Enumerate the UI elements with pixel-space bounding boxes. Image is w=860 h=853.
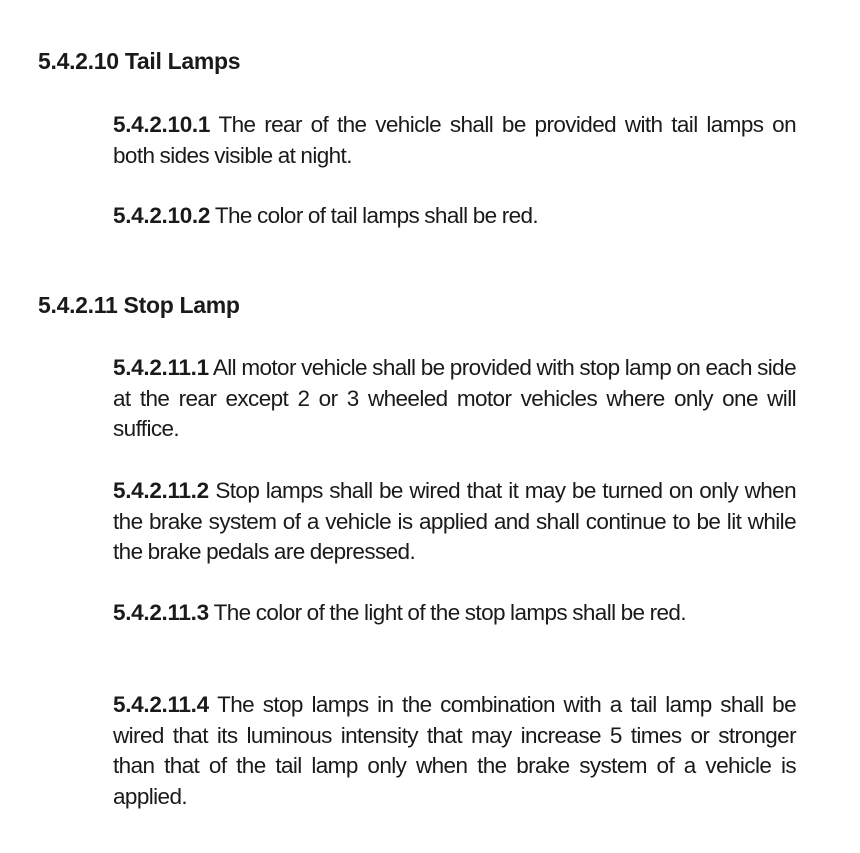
clause-text: The color of the light of the stop lamps shall be red. xyxy=(213,600,686,625)
section-heading-stop-lamp: 5.4.2.11 Stop Lamp xyxy=(38,292,240,318)
clause-number: 5.4.2.10.1 xyxy=(113,112,211,137)
clause-number: 5.4.2.11.2 xyxy=(113,478,209,503)
clause-number: 5.4.2.10.2 xyxy=(113,203,211,228)
clause-5-4-2-11-4 xyxy=(113,690,796,812)
clause-number: 5.4.2.11.1 xyxy=(113,355,209,380)
clause-text: Stop lamps shall be wired that it may be turned on only when the brake system of a vehicle is applied and shall continue to be lit while the brake pedals are depressed. xyxy=(113,478,797,564)
clause-number: 5.4.2.11.4 xyxy=(113,692,209,717)
clause-5-4-2-11-2 xyxy=(113,476,796,568)
clause-5-4-2-11-1 xyxy=(113,353,796,445)
clause-5-4-2-10-2 xyxy=(113,201,796,232)
clause-text: The stop lamps in the combination with a tail lamp shall be wired that its luminous intensity that may increase 5 times or stronger than that of the tail lamp only when the brake system of a vehicle is applied. xyxy=(113,692,797,809)
clause-5-4-2-10-1 xyxy=(113,110,796,171)
clause-text: All motor vehicle shall be provided with stop lamp on each side at the rear except 2 or 3 wheeled motor vehicles where only one will suffice. xyxy=(113,355,796,441)
clause-text: The rear of the vehicle shall be provided with tail lamps on both sides visible at night. xyxy=(113,112,797,168)
clause-text: The color of tail lamps shall be red. xyxy=(214,203,539,228)
clause-5-4-2-11-3 xyxy=(113,598,796,629)
clause-number: 5.4.2.11.3 xyxy=(113,600,209,625)
section-heading-tail-lamps: 5.4.2.10 Tail Lamps xyxy=(38,48,241,74)
